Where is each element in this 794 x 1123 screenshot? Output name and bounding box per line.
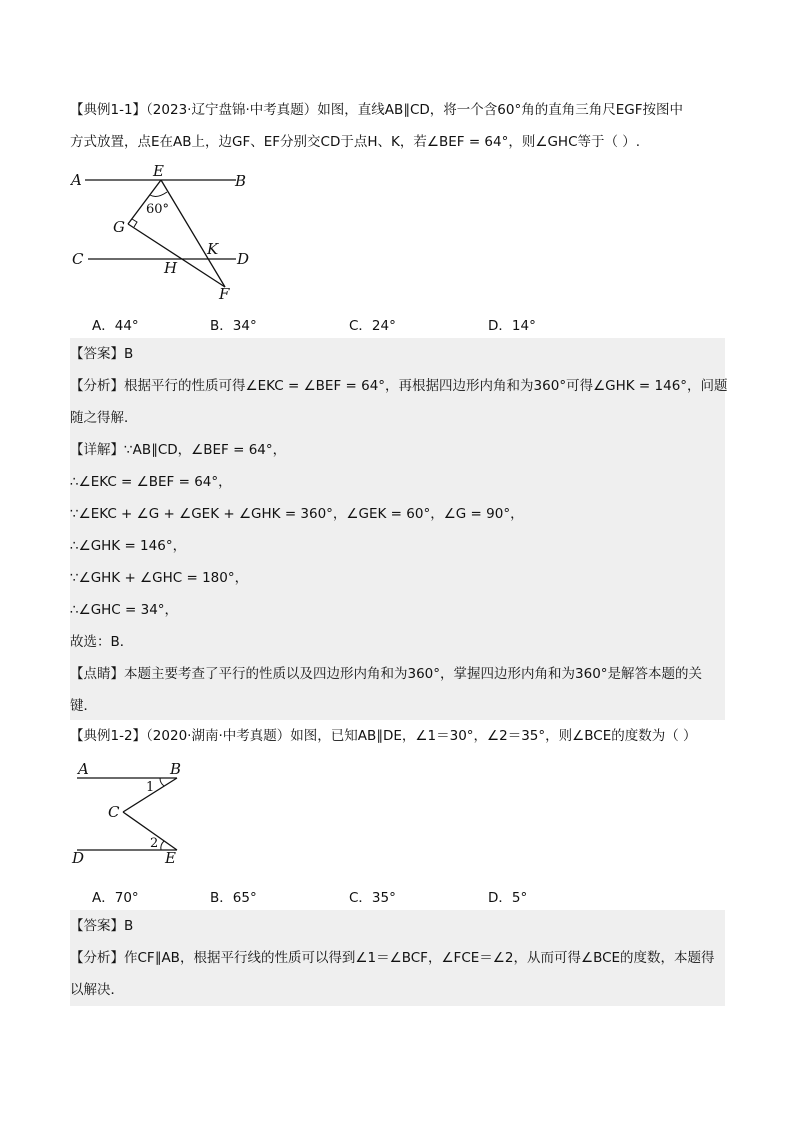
ex2-figure bbox=[70, 760, 190, 870]
ex1-detail-line1: 【详解】∵AB∥CD，∠BEF = 64°， bbox=[70, 442, 287, 458]
label-d: D bbox=[237, 250, 250, 268]
ex1-answer-block bbox=[70, 338, 728, 720]
ex2-option-c: C．35° bbox=[349, 890, 396, 906]
ex1-detail-line3: ∵∠EKC + ∠G + ∠GEK + ∠GHK = 360°，∠GEK = 60°，∠G = 90°， bbox=[70, 506, 524, 522]
ex1-detail-line5: ∵∠GHK + ∠GHC = 180°， bbox=[70, 570, 249, 586]
ex1-answer: 【答案】B bbox=[70, 346, 134, 362]
label-angle-60: 60° bbox=[146, 202, 170, 217]
right-angle-mark-g bbox=[132, 219, 137, 227]
label-angle-1: 1 bbox=[146, 780, 155, 795]
label-a: A bbox=[78, 760, 89, 778]
ex1-point-line2: 键． bbox=[70, 698, 97, 714]
ex2-analysis-line2: 以解决． bbox=[70, 982, 124, 998]
label-angle-2: 2 bbox=[150, 836, 159, 851]
ex2-question-line1: 【典例1-2】（2020·湖南·中考真题）如图，已知AB∥DE，∠1＝30°，∠2＝35°，则∠BCE的度数为（ ） bbox=[70, 728, 697, 744]
ex2-answer: 【答案】B bbox=[70, 918, 134, 934]
angle-arc-1 bbox=[160, 778, 164, 786]
ex2-option-b: B．65° bbox=[210, 890, 257, 906]
ex1-analysis-line2: 随之得解． bbox=[70, 410, 138, 426]
label-e: E bbox=[153, 162, 164, 180]
ex1-point-line1: 【点睛】本题主要考查了平行的性质以及四边形内角和为360°，掌握四边形内角和为360°是解答本题的关 bbox=[70, 666, 703, 682]
label-g: G bbox=[113, 218, 125, 236]
label-b: B bbox=[170, 760, 182, 778]
ex1-option-b: B．34° bbox=[210, 318, 257, 334]
ex1-detail-line6: ∴∠GHC = 34°， bbox=[70, 602, 179, 618]
ex2-analysis-line1: 【分析】作CF∥AB，根据平行线的性质可以得到∠1＝∠BCF，∠FCE＝∠2，从而可得∠BCE的度数，本题得 bbox=[70, 950, 715, 966]
ex1-option-c: C．24° bbox=[349, 318, 396, 334]
ex1-detail-line7: 故选：B． bbox=[70, 634, 134, 650]
ex1-option-d: D．14° bbox=[488, 318, 536, 334]
ex1-option-a: A．44° bbox=[92, 318, 139, 334]
ex1-question-line1: 【典例1-1】（2023·辽宁盘锦·中考真题）如图，直线AB∥CD，将一个含60°角的直角三角尺EGF按图中 bbox=[70, 102, 683, 118]
label-h: H bbox=[164, 259, 178, 277]
label-f: F bbox=[219, 285, 230, 303]
label-c: C bbox=[108, 803, 120, 821]
ex2-option-d: D．5° bbox=[488, 890, 528, 906]
label-k: K bbox=[207, 240, 219, 258]
angle-arc-2 bbox=[161, 841, 164, 850]
label-d: D bbox=[72, 849, 85, 867]
label-e: E bbox=[165, 849, 176, 867]
ex1-analysis-line1: 【分析】根据平行的性质可得∠EKC = ∠BEF = 64°，再根据四边形内角和为360°可得∠GHK = 146°，问题 bbox=[70, 378, 728, 394]
label-b: B bbox=[235, 172, 247, 190]
ex2-answer-block bbox=[70, 910, 725, 1006]
label-c: C bbox=[72, 250, 84, 268]
label-a: A bbox=[71, 171, 82, 189]
angle-arc-e bbox=[150, 192, 167, 196]
ex1-question-line2: 方式放置，点E在AB上，边GF、EF分别交CD于点H、K，若∠BEF = 64°，则∠GHC等于（ ）. bbox=[70, 134, 641, 150]
ex2-option-a: A．70° bbox=[92, 890, 139, 906]
ex1-figure bbox=[70, 158, 270, 304]
ex1-detail-line2: ∴∠EKC = ∠BEF = 64°， bbox=[70, 474, 232, 490]
ex1-detail-line4: ∴∠GHK = 146°， bbox=[70, 538, 187, 554]
